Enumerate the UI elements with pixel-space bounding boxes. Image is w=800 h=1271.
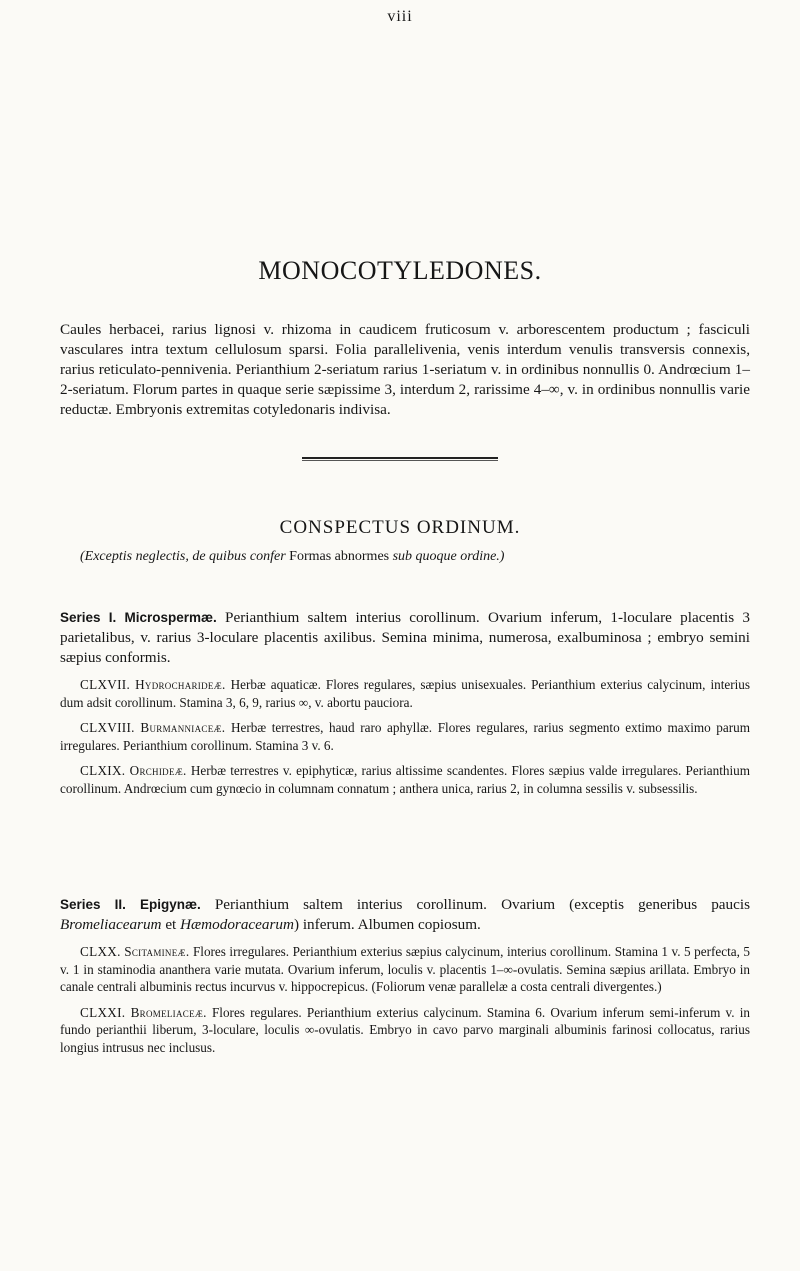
order-entry	[60, 676, 750, 711]
order-name: Scitamineæ.	[124, 944, 190, 959]
order-description: Herbæ terrestres, haud raro aphyllæ. Flores regulares, rarius segmento extimo maximo parum irregulares. Perianthium corollinum. Stamina 3 v. 6.	[60, 720, 750, 753]
order-entry	[60, 943, 750, 996]
order-number: CLXIX.	[80, 763, 126, 778]
series-heading	[60, 895, 750, 935]
series-block-1	[60, 608, 750, 797]
order-number: CLXX.	[80, 944, 121, 959]
series-description: Perianthium saltem interius corollinum. Ovarium inferum, 1-loculare placentis 3 parietalibus, v. rarius 3-loculare placentis axilibus. Semina minima, numerosa, exalbuminosa ; embryo semini sæpius conformis.	[60, 609, 750, 666]
series-name: Microspermæ.	[124, 610, 217, 625]
page-title: MONOCOTYLEDONES.	[258, 256, 542, 285]
section-divider	[302, 457, 498, 459]
series-description-part-2: et	[161, 916, 181, 933]
conspectus-note-italic-1: (Exceptis neglectis, de quibus confer	[80, 549, 286, 564]
order-entry	[60, 719, 750, 754]
order-description: Flores regulares. Perianthium exterius calycinum. Stamina 6. Ovarium inferum semi-inferum v. in fundo perianthii liberum, 3-loculare, loculis ∞-ovulatis. Embryo in cavo parvo marginali albuminis farinosi collocatus, rarius longius intrusus nec inclusus.	[60, 1004, 751, 1055]
order-description: Herbæ terrestres v. epiphyticæ, rarius altissime scandentes. Flores sæpius valde irregulares. Perianthium corollinum. Andrœcium cum gynœcio in columnam connatum ; anthera unica, rarius 2, in columna sessilis v. subsessilis.	[60, 763, 751, 796]
order-name: Burmanniaceæ.	[140, 720, 226, 735]
series-label: Series I.	[60, 610, 117, 625]
series-label: Series II.	[60, 897, 126, 912]
order-name: Bromeliaceæ.	[130, 1004, 207, 1020]
order-number: CLXVII.	[80, 677, 131, 692]
series-block-2	[60, 895, 750, 1056]
series-italic-genus-1: Bromeliacearum	[60, 916, 162, 933]
order-entry	[60, 1004, 750, 1057]
conspectus-note-italic-2: sub quoque ordine.)	[392, 549, 505, 564]
conspectus-note-plain: Formas abnormes	[285, 549, 393, 564]
series-name: Epigynæ.	[139, 897, 201, 912]
series-italic-genus-2: Hæmodoracearum	[180, 916, 294, 933]
conspectus-note	[80, 548, 720, 566]
order-number: CLXXI.	[80, 1004, 126, 1020]
series-description-part-3: ) inferum. Albumen copiosum.	[293, 916, 481, 933]
order-description: Flores irregulares. Perianthium exterius sæpius calycinum, interius corollinum. Stamina 1 v. 5 perfecta, 5 v. 1 in staminodia ananthera varie mutata. Ovarium inferum, loculis v. placentis 1–∞-ovulatis. Semina sæpius arillata. Embryo in canale centrali albuminis rectus incurvus v. hippocrepicus. (Foliorum venæ parallelæ a costa centrali divergentes.)	[60, 944, 751, 994]
order-number: CLXVIII.	[80, 720, 135, 735]
conspectus-title: CONSPECTUS ORDINUM.	[279, 517, 521, 538]
order-name: Orchideæ.	[129, 763, 187, 778]
page-number: viii	[387, 8, 413, 25]
order-entry	[60, 762, 750, 797]
series-heading	[60, 608, 750, 668]
order-name: Hydrocharideæ.	[135, 677, 226, 692]
series-description-part-1: Perianthium saltem interius corollinum. Ovarium (exceptis generibus paucis	[200, 896, 751, 913]
order-description: Herbæ aquaticæ. Flores regulares, sæpius unisexuales. Perianthium exterius calycinum, interius dum adsit corollinum. Stamina 3, 6, 9, rarius ∞, v. abortu pauciora.	[60, 677, 751, 710]
intro-paragraph: Caules herbacei, rarius lignosi v. rhizoma in caudicem fruticosum v. arborescentem productum ; fasciculi vasculares intra textum cellulosum sparsi. Folia parallelivenia, venis interdum venulis transversis connexis, rarius reticulato-pennivenia. Perianthium 2-seriatum rarius 1-seriatum v. in ordinibus nonnullis 0. Andrœcium 1–2-seriatum. Florum partes in quaque serie sæpissime 3, interdum 2, rarissime 4–∞, v. in ordinibus nonnullis varie reductæ. Embryonis extremitas cotyledonaris indivisa.	[60, 321, 750, 418]
